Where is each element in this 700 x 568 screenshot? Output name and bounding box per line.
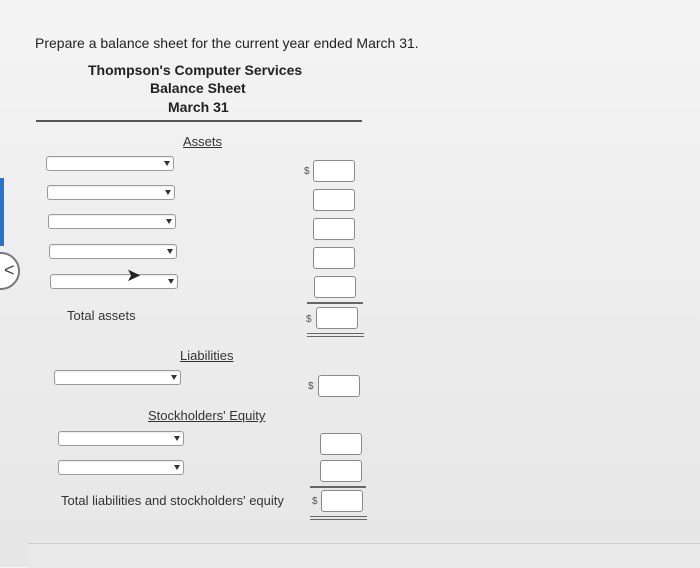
total-liab-equity-input[interactable]: [321, 490, 363, 512]
currency-symbol: $: [312, 496, 318, 507]
total-liab-equity-label: Total liabilities and stockholders' equity: [61, 493, 284, 508]
asset-account-select-2[interactable]: [47, 185, 175, 200]
liability-account-select[interactable]: [54, 370, 181, 385]
footer-bar: [28, 543, 700, 568]
asset-amount-input-4[interactable]: [313, 247, 355, 269]
total-double-rule: [307, 336, 364, 337]
dropdown-caret-icon: [167, 249, 173, 254]
asset-account-select-3[interactable]: [48, 214, 176, 229]
statement-title: Balance Sheet: [150, 80, 246, 96]
equity-account-select-2[interactable]: [58, 460, 184, 475]
subtotal-rule: [310, 486, 366, 488]
asset-account-select-4[interactable]: [49, 244, 177, 259]
dropdown-caret-icon: [165, 190, 171, 195]
asset-account-select-5[interactable]: [50, 274, 178, 289]
total-assets-label: Total assets: [67, 308, 136, 323]
chevron-left-icon: <: [4, 260, 15, 280]
assets-heading: Assets: [183, 134, 223, 149]
asset-amount-input-5[interactable]: [314, 276, 356, 298]
currency-symbol: $: [308, 381, 314, 392]
company-name: Thompson's Computer Services: [88, 62, 303, 78]
liability-amount-input[interactable]: [318, 375, 360, 397]
total-double-rule: [307, 333, 364, 334]
dropdown-caret-icon: [174, 436, 180, 441]
back-button[interactable]: [0, 252, 20, 290]
equity-account-select-1[interactable]: [58, 431, 184, 446]
equity-amount-input-1[interactable]: [320, 433, 362, 455]
side-accent-bar: [0, 178, 4, 246]
total-double-rule: [310, 519, 367, 520]
question-prompt: Prepare a balance sheet for the current year ended March 31.: [35, 35, 419, 51]
asset-amount-input-3[interactable]: [313, 218, 355, 240]
dropdown-caret-icon: [171, 375, 177, 380]
currency-symbol: $: [306, 314, 312, 325]
dropdown-caret-icon: [164, 161, 170, 166]
mouse-pointer-icon: ➤: [126, 265, 142, 285]
asset-amount-input-2[interactable]: [313, 189, 355, 211]
equity-heading: Stockholders' Equity: [148, 408, 266, 423]
equity-amount-input-2[interactable]: [320, 460, 362, 482]
dropdown-caret-icon: [166, 219, 172, 224]
total-assets-input[interactable]: [316, 307, 358, 329]
dropdown-caret-icon: [174, 465, 180, 470]
liabilities-heading: Liabilities: [180, 348, 234, 363]
total-double-rule: [310, 516, 367, 517]
statement-date: March 31: [168, 99, 229, 115]
subtotal-rule: [307, 302, 363, 304]
asset-account-select-1[interactable]: [46, 156, 174, 171]
header-divider: [36, 120, 362, 122]
asset-amount-input-1[interactable]: [313, 160, 355, 182]
currency-symbol: $: [304, 166, 310, 177]
dropdown-caret-icon: [168, 279, 174, 284]
